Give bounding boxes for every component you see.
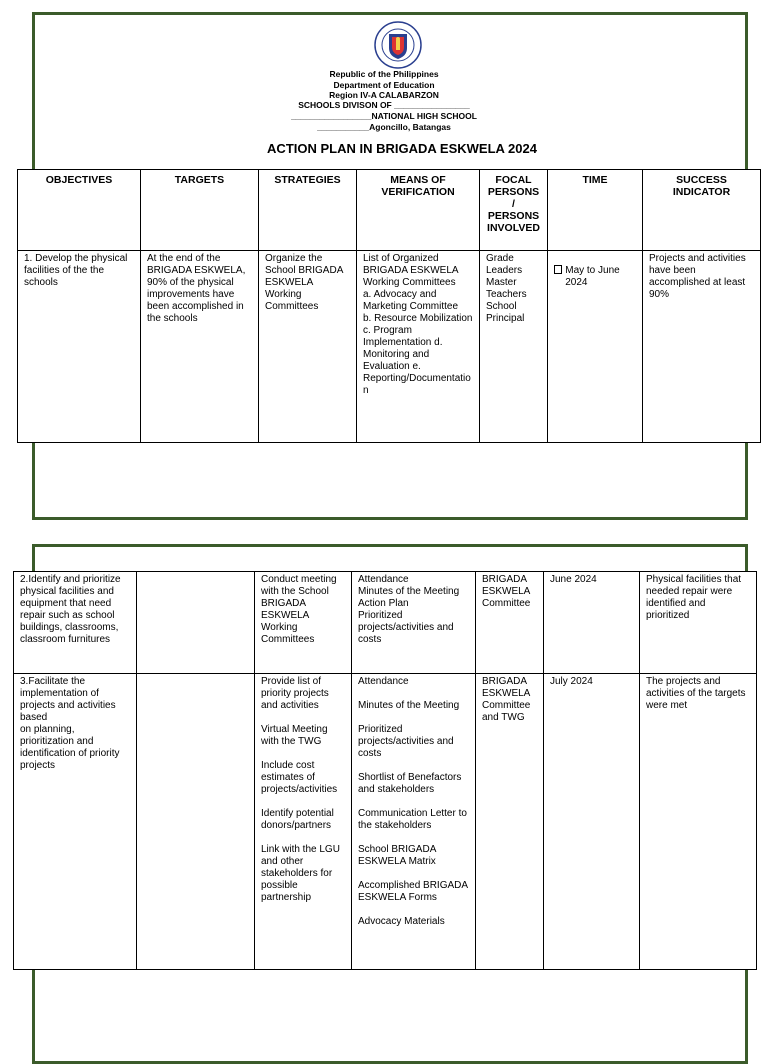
table-row [14, 572, 757, 674]
time-value: May to June 2024 [565, 265, 620, 288]
column-header-time: TIME [548, 170, 643, 251]
target-cell [137, 674, 255, 970]
strategies-cell: Provide list of priority projects and activities Virtual Meeting with the TWG Include cost estimates of projects/activities Identify potential donors/partners Link with the LGU and other stakeholders for possible partnership [255, 674, 352, 970]
table-header-row [18, 170, 761, 251]
time-cell: June 2024 [544, 572, 640, 674]
table-row [18, 251, 761, 443]
persons-cell: BRIGADA ESKWELA Committee [476, 572, 544, 674]
objective-cell: 2.Identify and prioritize physical facilities and equipment that need repair such as school buildings, classrooms, classroom furnitures [14, 572, 137, 674]
header-department: Department of Education [333, 80, 435, 90]
time-cell [548, 251, 643, 443]
strategies-cell: Organize the School BRIGADA ESKWELA Working Committees [259, 251, 357, 443]
verification-cell: Attendance Minutes of the Meeting Prioritized projects/activities and costs Shortlist of Benefactors and stakeholders Communication Letter to the stakeholders School BRIGADA ESKWELA Matrix Accomplished BRIGADA ESKWELA Forms Advocacy Materials [352, 674, 476, 970]
indicator-cell: Physical facilities that needed repair were identified and prioritized [640, 572, 757, 674]
action-plan-table-1 [17, 169, 761, 443]
checkbox-icon [554, 265, 562, 274]
verification-cell: List of Organized BRIGADA ESKWELA Working Committees a. Advocacy and Marketing Committee b. Resource Mobilization c. Program Implementation d. Monitoring and Evaluation e. Reporting/Documentation [357, 251, 480, 443]
strategies-cell: Conduct meeting with the School BRIGADA ESKWELA Working Committees [255, 572, 352, 674]
header-location: ___________Agoncillo, Batangas [317, 122, 451, 132]
table-row [14, 674, 757, 970]
deped-seal-icon [370, 20, 426, 70]
column-header-persons: FOCAL PERSONS / PERSONS INVOLVED [480, 170, 548, 251]
persons-cell: BRIGADA ESKWELA Committee and TWG [476, 674, 544, 970]
header-republic: Republic of the Philippines [329, 69, 439, 79]
page-title: ACTION PLAN IN BRIGADA ESKWELA 2024 [267, 141, 537, 156]
time-cell: July 2024 [544, 674, 640, 970]
verification-cell: Attendance Minutes of the Meeting Action Plan Prioritized projects/activities and costs [352, 572, 476, 674]
objective-cell: 3.Facilitate the implementation of projects and activities based on planning, prioritization and identification of priority projects [14, 674, 137, 970]
column-header-targets: TARGETS [141, 170, 259, 251]
indicator-cell: Projects and activities have been accomplished at least 90% [643, 251, 761, 443]
action-plan-table-2 [13, 571, 757, 970]
header-region: Region IV-A CALABARZON [329, 90, 439, 100]
persons-cell: Grade Leaders Master Teachers School Principal [480, 251, 548, 443]
target-cell: At the end of the BRIGADA ESKWELA, 90% of the physical improvements have been accomplished in the schools [141, 251, 259, 443]
objective-cell: 1. Develop the physical facilities of the the schools [18, 251, 141, 443]
header-division: SCHOOLS DIVISON OF ________________ [298, 100, 470, 110]
column-header-verification: MEANS OF VERIFICATION [357, 170, 480, 251]
indicator-cell: The projects and activities of the targets were met [640, 674, 757, 970]
column-header-strategies: STRATEGIES [259, 170, 357, 251]
column-header-indicator: SUCCESS INDICATOR [643, 170, 761, 251]
column-header-objectives: OBJECTIVES [18, 170, 141, 251]
header-school: _________________NATIONAL HIGH SCHOOL [291, 111, 477, 121]
target-cell [137, 572, 255, 674]
